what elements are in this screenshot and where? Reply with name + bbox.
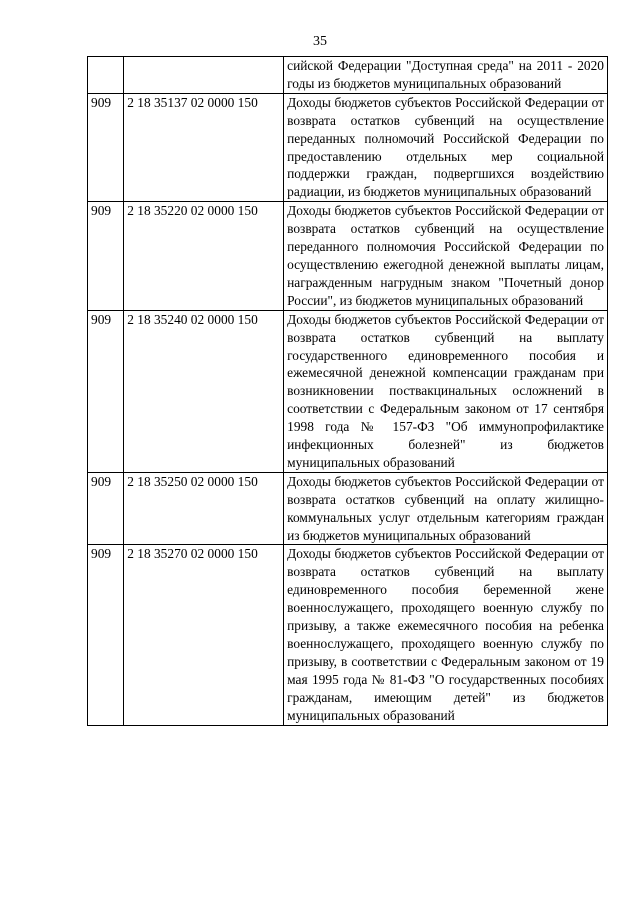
table-row (88, 57, 608, 94)
admin-code-cell: 909 (88, 545, 124, 725)
description-cell: Доходы бюджетов субъектов Российской Федерации от возврата остатков субвенций на осуществление переданного полномочия Российской Федерации по осуществлению ежегодной денежной выплаты лицам, награжденным нагрудным знаком "Почетный донор России", из бюджетов муниципальных образований (284, 202, 608, 310)
table-row (88, 472, 608, 545)
description-cell: Доходы бюджетов субъектов Российской Федерации от возврата остатков субвенций на оплату жилищно-коммунальных услуг отдельным категориям граждан из бюджетов муниципальных образований (284, 472, 608, 545)
admin-code-cell: 909 (88, 472, 124, 545)
description-cell: Доходы бюджетов субъектов Российской Федерации от возврата остатков субвенций на выплату единовременного пособия беременной жене военнослужащего, проходящего военную службу по призыву, а также ежемесячного пособия на ребенка военнослужащего, проходящего военную службу по призыву, в соответствии с Федеральным законом от 19 мая 1995 года № 81-ФЗ "О государственных пособиях гражданам, имеющим детей" из бюджетов муниципальных образований (284, 545, 608, 725)
kbk-code-cell: 2 18 35137 02 0000 150 (124, 93, 284, 201)
admin-code-cell: 909 (88, 202, 124, 310)
description-cell: Доходы бюджетов субъектов Российской Федерации от возврата остатков субвенций на осуществление переданных полномочий Российской Федерации по предоставлению отдельных мер социальной поддержки граждан, подвергшихся воздействию радиации, из бюджетов муниципальных образований (284, 93, 608, 201)
kbk-code-cell: 2 18 35270 02 0000 150 (124, 545, 284, 725)
table-row (88, 202, 608, 310)
admin-code-cell: 909 (88, 310, 124, 472)
admin-code-cell: 909 (88, 93, 124, 201)
table-row (88, 310, 608, 472)
kbk-code-cell: 2 18 35250 02 0000 150 (124, 472, 284, 545)
budget-revenue-table (87, 56, 608, 726)
admin-code-cell (88, 57, 124, 94)
table-row (88, 93, 608, 201)
description-cell: сийской Федерации "Доступная среда" на 2011 - 2020 годы из бюджетов муниципальных образований (284, 57, 608, 94)
kbk-code-cell (124, 57, 284, 94)
kbk-code-cell: 2 18 35240 02 0000 150 (124, 310, 284, 472)
page-number: 35 (313, 34, 327, 49)
table-row (88, 545, 608, 725)
description-cell: Доходы бюджетов субъектов Российской Федерации от возврата остатков субвенций на выплату государственного единовременного пособия и ежемесячной денежной компенсации гражданам при возникновении поствакцинальных осложнений в соответствии с Федеральным законом от 17 сентября 1998 года № 157-ФЗ "Об иммунопрофилактике инфекционных болезней" из бюджетов муниципальных образований (284, 310, 608, 472)
kbk-code-cell: 2 18 35220 02 0000 150 (124, 202, 284, 310)
